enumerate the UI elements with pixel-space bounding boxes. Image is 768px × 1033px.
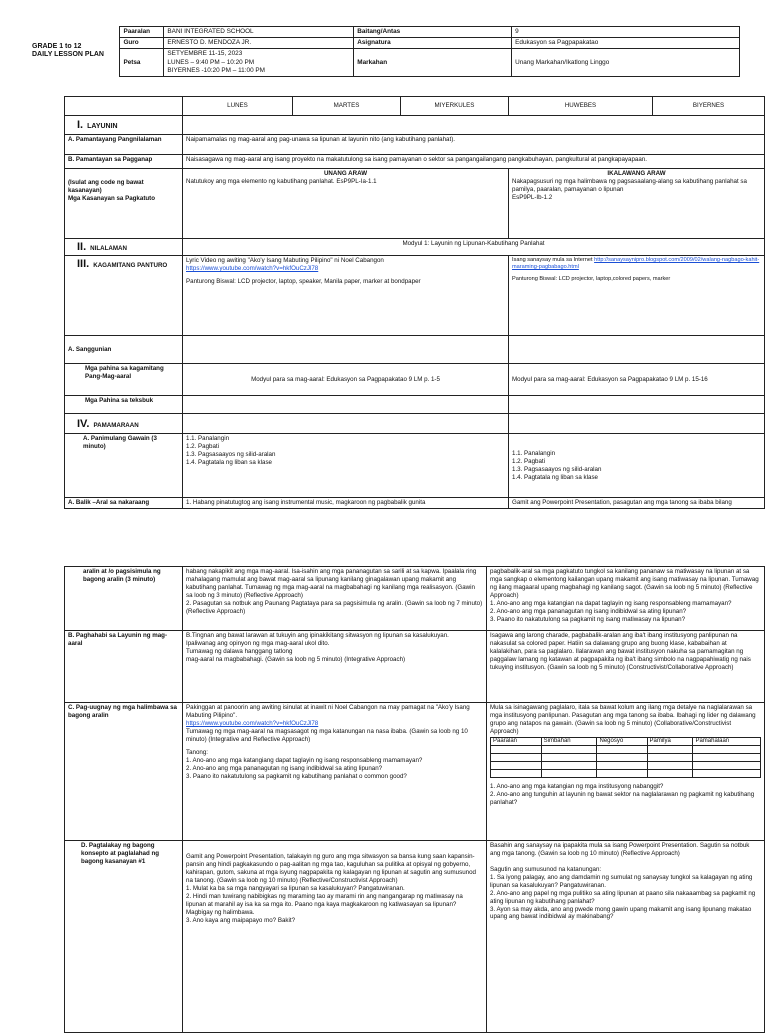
header-label: Markahan [354,49,512,77]
header-value: Edukasyon sa Pagpapakatao [512,38,740,49]
header-label: Petsa [120,49,164,77]
day-header: LUNES [183,97,293,116]
list-item: 1.2. Pagbati [186,443,220,451]
day-header: HUWEBES [509,97,653,116]
section-layunin [65,116,183,135]
header-value: ERNESTO D. MENDOZA JR. [164,38,354,49]
header-value: 9 [512,27,740,38]
questions-title: Tanong: [186,748,209,756]
section-label: LAYUNIN [87,122,118,130]
list-item: 1.3. Pagsasaayos ng silid-aralan [186,450,276,458]
nilalaman-value: Modyul 1: Layunin ng Lipunan-Kabutihang Panlahat [183,239,765,256]
row-label: Mga Pahina sa teksbuk [65,396,183,414]
day-title: IKALAWANG ARAW [607,170,666,177]
row-label: A. Balik –Aral sa nakaraang [65,498,183,509]
column-header: Paaralan [491,737,542,746]
kasanayan-text: Natutukoy ang mga elemento ng kabutihang panlahat. EsP9PL-Ia-1.1 [186,177,377,185]
question: 1. Ano-ano ang mga katangian ng mga institusyong nabanggit? [490,783,664,791]
header-label: Guro [120,38,164,49]
lesson-plan-table-continued [64,566,765,1033]
header-value: Unang Markahan/Ikatlong Linggo [512,49,740,77]
paragraph: Pakinggan at panoorin ang awiting isinulat at inawit ni Noel Cabangon na may pamagat na "Ako'y Isang Mabuting Pilipino". [186,704,470,719]
section-number: II. [77,241,87,253]
section-number: IV. [77,417,90,430]
header-table [28,26,740,77]
list-item: 1.1. Panalangin [512,449,556,457]
header-value: SETYEMBRE 11-15, 2023 LUNES – 9:40 PM – 10:20 PM BIYERNES -10:20 PM – 11:00 PM [164,49,354,77]
row-label: B. Pamantayan sa Pagganap [65,155,183,169]
row-label: A. Panimulang Gawain (3 minuto) [65,434,183,498]
row-label: aralin at /o pagsisimula ng bagong aralin (3 minuto) [65,567,183,631]
kagamitan-left [183,256,509,336]
grade-title: GRADE 1 to 12 DAILY LESSON PLAN [32,42,104,59]
question: 2. Ano-ano ang tunguhin at layunin ng bawat sektor na naglalarawan ng pagkamit ng kabutihang panlahat? [490,791,755,807]
panimulang-left [183,434,509,498]
pag-uugnay-right [487,703,765,841]
day-title: UNANG ARAW [323,170,368,177]
pagtalakay-right: Basahin ang sanaysay na ipapakita mula sa isang Powerpoint Presentation. Sagutin sa notbuk ang mga tanong. (Gawin sa loob ng 10 minuto) (Reflective Approach) Sagutin ang sumusunod na katanungan: 1. Sa iyong palagay, ano ang damdamin ng sumulat ng sanaysay tungkol sa kalagayan ng ating lipunan sa kasalukuyan? Pangatuwiranan. 2. Ano-ano ang papel ng mga pulitiko sa ating lipunan at paano sila nakaaambag sa pagkamit ng ating lipunan ng kabutihang panlahat? 3. Ayon sa may akda, ano ang pwede mong gawin upang makamit ang isang lipunang makatao upang ang bawat indibidwal ay makinabang? [487,841,765,1033]
section-number: I. [77,118,84,131]
question: 2. Ano-ano ang mga pananagutan ng isang indibidwal sa ating lipunan? [186,764,383,772]
pahina-left: Modyul para sa mag-aaral: Edukasyon sa Pagpapakatao 9 LM p. 1-5 [183,364,509,396]
article-link[interactable]: http://sanaysaynipro.blogspot.com/2009/02/walang-nagbago-kahit-maraming-pagbabago.html [512,257,760,271]
kasanayan-day2 [509,169,765,239]
video-link[interactable]: https://www.youtube.com/watch?v=hkfOuCzJl78 [186,719,319,727]
row-content: Naisasagawa ng mag-aaral ang isang proyekto na makatutulong sa isang pamayanan o sektor sa pangangailangang pangkabuhayan, pangkultural at pangkapayapaan. [183,155,765,169]
row-label: C. Pag-uugnay ng mga halimbawa sa bagong aralin [65,703,183,841]
list-item: 1.4. Pagtatala ng liban sa klase [186,458,272,466]
section-number: III. [77,258,90,271]
row-label: B. Paghahabi sa Layunin ng mag-aaral [65,631,183,703]
kagamitan-note: Panturong Biswal: LCD projector, laptop,colored papers, marker [512,276,671,283]
panimulang-right [509,434,765,498]
balik-right-cont: pagbabalik-aral sa mga pagkatuto tungkol sa kanilang pananaw sa matiwasay na lipunan at sa mga sangkap o elementong kailangan upang makamit ang isang matiwasay na lipunan. Tumawag ng ilang magaaral upang magbahagi ng kanilang sagot. (Gawin sa loob ng 5 minuto) (Reflective Approach) 1. Ano-ano ang mga katangian na dapat taglayin ng isang responsableng mamamayan? 2. Ano-ano ang mga pananagutan ng isang indibidwal sa ating lipunan? 3. Paano ito nakatutulong sa pagkamit ng isang matiwasay na lipunan? [487,567,765,631]
paragraph: Tumawag ng mga mag-aaral na magsasagot ng mga katanungan na nasa ibaba. (Gawin sa loob ng 10 minuto) (Integrative and Reflective Approach) [186,727,468,743]
section-label: PAMAMARAAN [93,421,139,429]
header-label: Asignatura [354,38,512,49]
balik-left: 1. Habang pinatutugtog ang isang instrumental music, magkaroon ng pagbabalik gunita [183,498,509,509]
section-kagamitan [65,256,183,336]
lesson-plan-table [64,96,765,509]
column-header: Pamilya [647,737,693,746]
header-label: Baitang/Antas [354,27,512,38]
list-item: 1.4. Pagtatala ng liban sa klase [512,473,598,481]
day-header: BIYERNES [653,97,765,116]
column-header: Pamahalaan [693,737,761,746]
question: 3. Paano ito nakatutulong sa pagkamit ng kabutihang panlahat o common good? [186,772,407,780]
kagamitan-text: Isang sanaysay mula sa Internet [512,257,595,264]
section-nilalaman [65,239,183,256]
column-header: Negosyo [597,737,647,746]
kagamitan-note: Panturong Biswal: LCD projector, laptop, speaker, Manila paper, marker at bondpaper [186,277,421,285]
column-header: Simbahan [541,737,597,746]
balik-right: Gamit ang Powerpoint Presentation, pasagutan ang mga tanong sa ibaba bilang [509,498,765,509]
row-label: D. Pagtalakay ng bagong konsepto at paglalahad ng bagong kasanayan #1 [65,841,183,1033]
paghahabi-right: Isagawa ang larong charade, pagbabalik-aralan ang iba't ibang institusyong panlipunan na nakasulat sa colored paper. Hatiin sa dalawang grupo ang buong klase, kababaihan at kalalakihan, para sa paglalaro. Ilalarawan ang bawat institusyon nakuha sa pamamagitan ng paggalaw lamang ng katawan at pagpapakita ng iba't ibang simbolo na nagpapahiwatig ng nais tukuying institusyon. (Gawin sa loob ng 5 minuto) (Constructivist/Collaborative Approach) [487,631,765,703]
pagtalakay-left: Gamit ang Powerpoint Presentation, talakayin ng guro ang mga sitwasyon sa bansa kung saan kapansin-pansin ang hindi pagkakasundo o pag-aalitan ng mga tao, kaguluhan sa pulitika at opisyal ng gobyerno, kahirapan, gutom, sakuna at mga isyung nagpapakita ng kalagayan ng lipunan at sagutin ang sumusunod na tanong. (Gawin sa loob ng 10 minuto) (Reflective/Constructivist Approach) 1. Mulat ka ba sa mga nangyayari sa lipunan sa kasalukuyan? Pangatuwiranan. 2. Hindi man tuwirang nabibigkas ng maraming tao ay marami rin ang nangangarap ng matiwasay na lipunan at marahil ay isa ka sa mga ito. Paano nga kaya magkakaroon ng katiwasayan sa lipunan? Magbigay ng halimbawa. 3. Ano kaya ang maipapayo mo? Bakit? [183,841,487,1033]
list-item: 1.3. Pagsasaayos ng silid-aralan [512,465,602,473]
kagamitan-text: Lyric Video ng awiting "Ako'y Isang Mabuting Pilipino" ni Noel Cabangon [186,257,384,265]
institusyon-table [490,737,761,779]
kasanayan-day1 [183,169,509,239]
row-content: Naipamamalas ng mag-aaral ang pag-unawa sa lipunan at layunin nito (ang kabutihang panlahat). [183,135,765,155]
row-label: (Isulat ang code ng bawat kasanayan) Mga Kasanayan sa Pagkatuto [65,169,183,239]
video-link[interactable]: https://www.youtube.com/watch?v=hkfOuCzJl78 [186,265,319,273]
row-label: A. Sanggunian [65,336,183,364]
section-pamamaraan [65,414,183,434]
pahina-right: Modyul para sa mag-aaral: Edukasyon sa Pagpapakatao 9 LM p. 15-16 [509,364,765,396]
section-label: KAGAMITANG PANTURO [93,262,168,270]
day-header: MIYERKULES [401,97,509,116]
question: 1. Ano-ano ang mga katangiang dapat taglayin ng isang responsableng mamamayan? [186,756,423,764]
balik-left-cont: habang nakapikit ang mga mag-aaral. Isa-isahin ang mga pananagutan sa sarili at sa kapwa. Ipaalala ring mahalagang mamulat ang bawat mag-aaral sa lipunang kanilang ginagalawan upang makamit ang kabutihang panlahat. Tumawag ng mga mag-aaral na magbabahagi ng kanilang mga realisasyon. (Gawin sa loob ng 3 minuto) (Reflective Approach) 2. Pasagutan sa notbuk ang Paunang Pagtataya para sa pagsisimula ng aralin. (Gawin sa loob ng 7 minuto) (Reflective Approach) [183,567,487,631]
paghahabi-left: B.Tingnan ang bawat larawan at tukuyin ang ipinakikitang sitwasyon ng lipunan sa kasalukuyan. Ipaliwanag ang opinyon ng mga mag-aaral ukol dito. Tumawag ng dalawa hanggang tatlong mag-aaral na magbabahagi. (Gawin sa loob ng 5 minuto) (Integrative Approach) [183,631,487,703]
list-item: 1.1. Panalangin [186,435,230,443]
header-value: BANI INTEGRATED SCHOOL [164,27,354,38]
paragraph: Mula sa isinagawang paglalaro, itala sa bawat kolum ang ilang mga detalye na naglalarawan sa mga institusyong panlipunan. Pasagutan ang mga tanong sa ibaba. Ibahagi ng lider ng dalawang grupo ang natapos na gawain. (Gawin sa loob ng 5 minuto) (Collaborative/Constructivist Approach) [490,704,756,735]
header-label: Paaralan [120,27,164,38]
kasanayan-text: Nakapagsusuri ng mga halimbawa ng pagsasaalang-alang sa kabutihang panlahat sa pamilya, paaralan, pamayanan o lipunan EsP9PL-Ib-1.2 [512,177,747,201]
kagamitan-right [509,256,765,336]
row-label: A. Pamantayang Pangnilalaman [65,135,183,155]
pag-uugnay-left [183,703,487,841]
row-label: Mga pahina sa kagamitang Pang-Mag-aaral [65,364,183,396]
day-header: MARTES [293,97,401,116]
list-item: 1.2. Pagbati [512,457,546,465]
section-label: NILALAMAN [90,245,127,252]
